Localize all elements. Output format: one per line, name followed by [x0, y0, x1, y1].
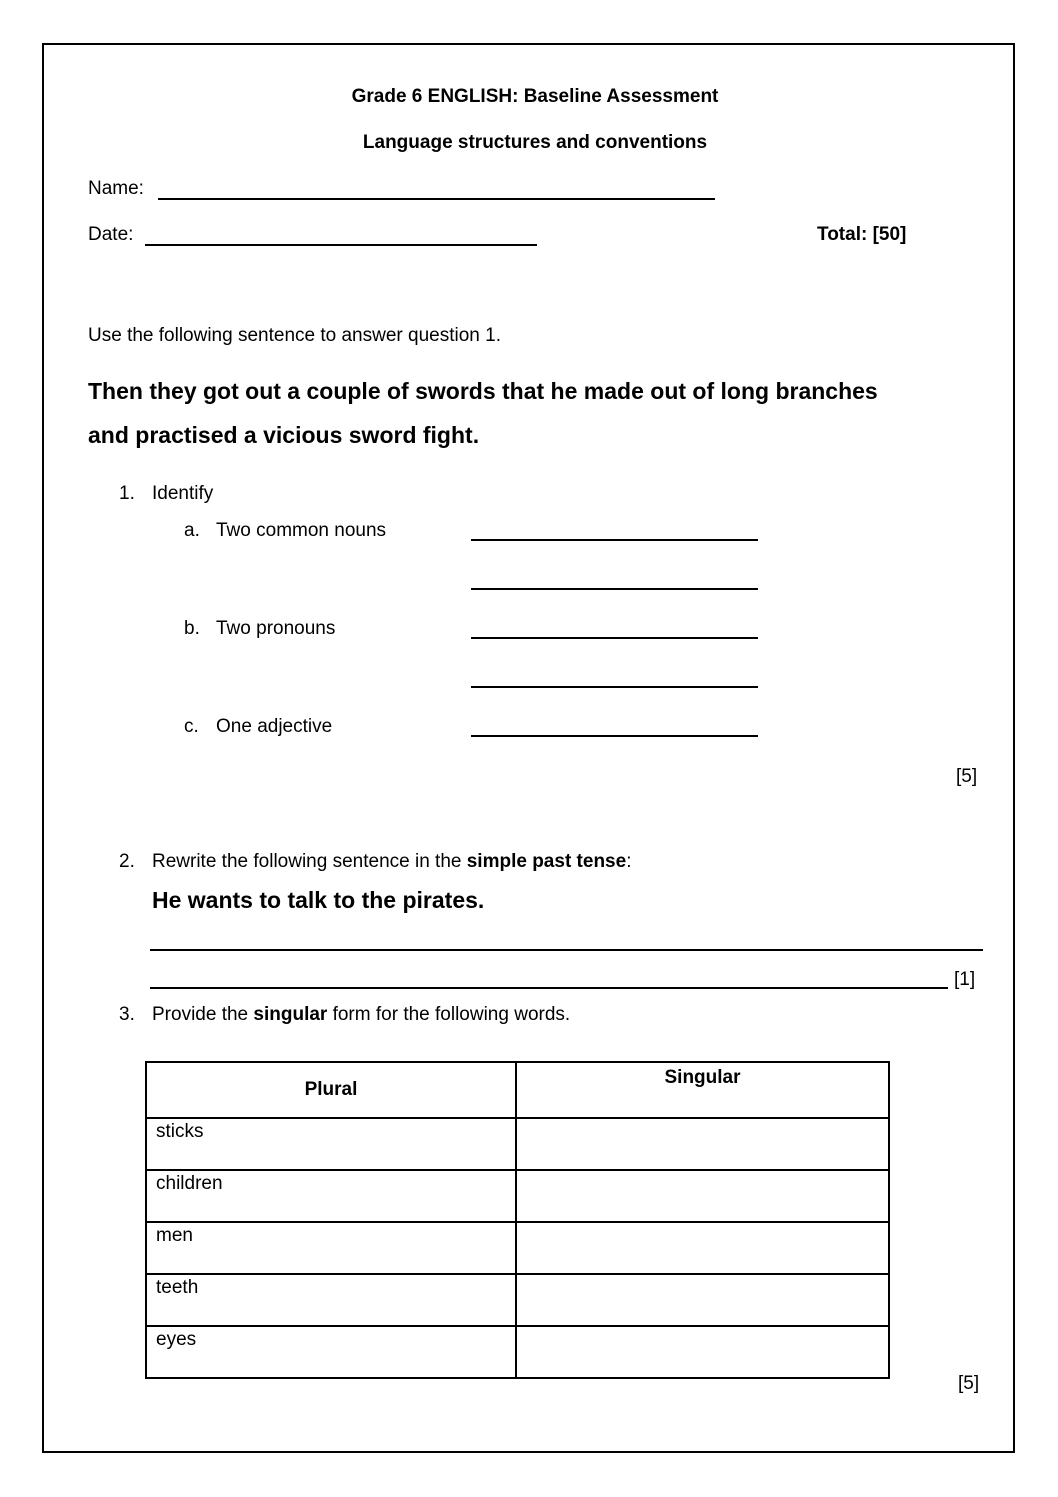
instruction-text: Use the following sentence to answer question 1. — [88, 325, 501, 346]
table-row — [146, 1170, 889, 1222]
q1-prompt: Identify — [152, 483, 214, 504]
plural-word: teeth — [146, 1274, 516, 1326]
total-marks: Total: [50] — [817, 224, 907, 245]
q3-marks: [5] — [958, 1373, 980, 1394]
q1b-text: Two pronouns — [216, 618, 336, 639]
singular-answer-cell[interactable] — [516, 1170, 889, 1222]
q1a-answer-line-2[interactable] — [471, 588, 758, 590]
q1c-letter: c. — [184, 716, 199, 737]
name-label: Name: — [88, 178, 144, 199]
q2-answer-line-1[interactable] — [150, 949, 983, 951]
q1a-letter: a. — [184, 520, 200, 541]
sentence-line-2: and practised a vicious sword fight. — [88, 422, 480, 448]
header-singular: Singular — [516, 1062, 889, 1118]
q2-number: 2. — [119, 851, 135, 872]
q3-prompt-end: form for the following words. — [327, 1004, 571, 1025]
q2-prompt-emphasis: simple past tense — [466, 851, 627, 872]
q3-prompt — [152, 1004, 570, 1026]
page-title: Grade 6 ENGLISH: Baseline Assessment — [351, 86, 719, 107]
q1c-text: One adjective — [216, 716, 333, 737]
plural-word: sticks — [146, 1118, 516, 1170]
table-row — [146, 1326, 889, 1378]
plural-word: children — [146, 1170, 516, 1222]
q2-prompt-start: Rewrite the following sentence in the — [152, 851, 467, 872]
q1a-answer-line-1[interactable] — [471, 539, 758, 541]
singular-answer-cell[interactable] — [516, 1326, 889, 1378]
singular-plural-table — [145, 1061, 890, 1379]
table-row — [146, 1274, 889, 1326]
q2-prompt — [152, 851, 631, 873]
q1-number: 1. — [119, 483, 135, 504]
date-field[interactable] — [145, 244, 537, 246]
q3-prompt-emphasis: singular — [253, 1004, 328, 1025]
q1b-answer-line-1[interactable] — [471, 637, 758, 639]
plural-word: men — [146, 1222, 516, 1274]
table-row — [146, 1118, 889, 1170]
q1-marks: [5] — [956, 766, 978, 787]
q1b-letter: b. — [184, 618, 200, 639]
singular-answer-cell[interactable] — [516, 1274, 889, 1326]
q3-number: 3. — [119, 1004, 135, 1025]
header-plural: Plural — [146, 1062, 516, 1118]
table-row — [146, 1222, 889, 1274]
q2-marks: [1] — [954, 969, 976, 990]
q2-answer-line-2[interactable] — [150, 987, 948, 989]
q1b-answer-line-2[interactable] — [471, 686, 758, 688]
name-field[interactable] — [158, 198, 715, 200]
singular-answer-cell[interactable] — [516, 1118, 889, 1170]
q3-prompt-start: Provide the — [152, 1004, 254, 1025]
page-subtitle: Language structures and conventions — [362, 132, 708, 153]
date-label: Date: — [88, 224, 134, 245]
table-header-row — [146, 1062, 889, 1118]
q1c-answer-line[interactable] — [471, 735, 758, 737]
sentence-line-1: Then they got out a couple of swords that he made out of long branches — [88, 378, 878, 404]
q2-prompt-end: : — [626, 851, 632, 872]
q1a-text: Two common nouns — [216, 520, 387, 541]
singular-answer-cell[interactable] — [516, 1222, 889, 1274]
plural-word: eyes — [146, 1326, 516, 1378]
q2-sentence: He wants to talk to the pirates. — [152, 887, 485, 913]
